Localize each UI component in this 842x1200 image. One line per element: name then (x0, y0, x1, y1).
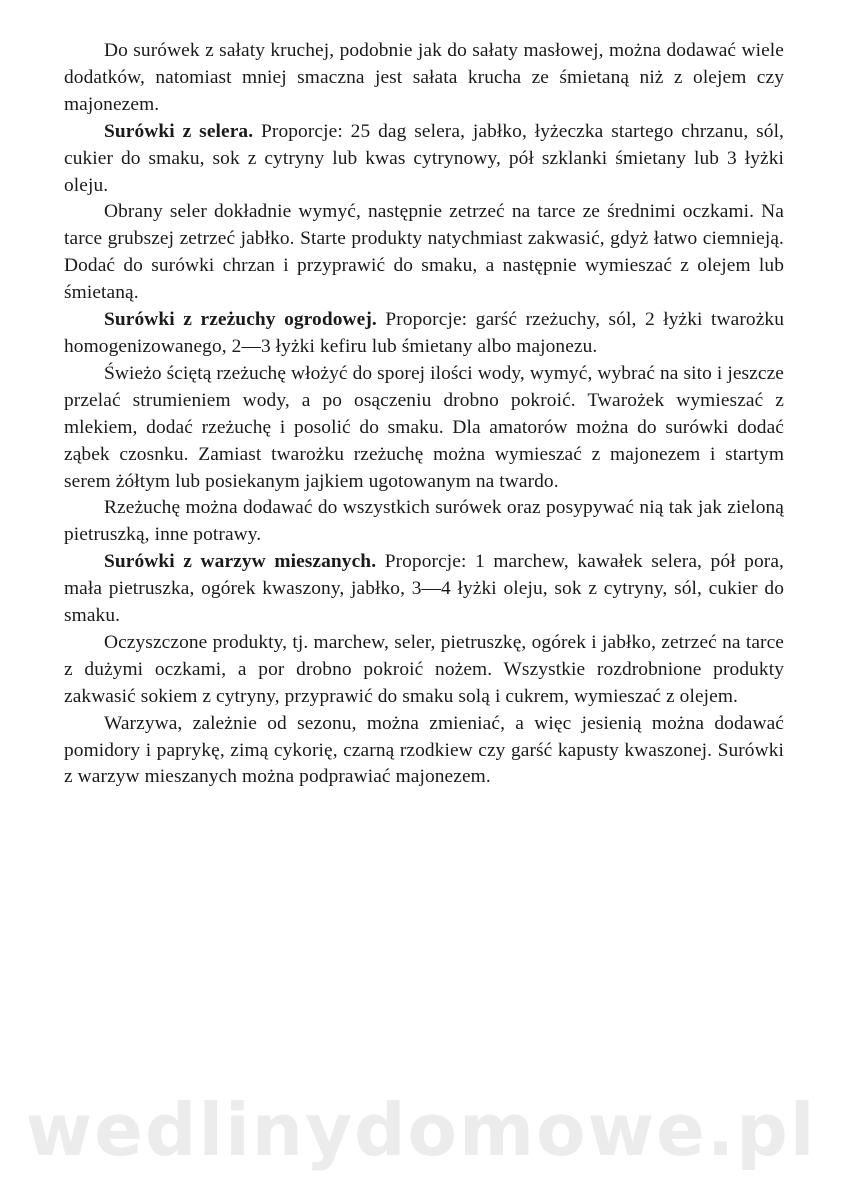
paragraph-mixed-recipe (64, 549, 784, 630)
paragraph-text: Proporcje: 25 dag selera, jabłko, łyżeczka startego chrzanu, sól, cukier do smaku, sok z cytryny lub kwas cytrynowy, pół szklanki śmietany lub 3 łyżki oleju. (64, 120, 785, 196)
paragraph-mixed-method (64, 630, 784, 711)
recipe-heading: Surówki z warzyw mieszanych. (104, 551, 377, 573)
paragraph-mixed-note (64, 711, 784, 792)
paragraph-cress-recipe (64, 307, 784, 361)
paragraph-text: Proporcje: 1 marchew, kawałek selera, pół pora, mała pietruszka, ogórek kwaszony, jabłko, 3—4 łyżki oleju, sok z cytryny, sól, cukier do smaku. (64, 551, 784, 627)
paragraph-cress-note (64, 495, 784, 549)
paragraph-cress-method (64, 361, 784, 496)
watermark: wedlinydomowe.pl (25, 1088, 817, 1172)
recipe-heading: Surówki z rzeżuchy ogrodowej. (104, 309, 377, 331)
paragraph-text: Warzywa, zależnie od sezonu, można zmieniać, a więc jesienią można dodawać pomidory i paprykę, zimą cykorię, czarną rzodkiew czy garść kapusty kwaszonej. Surówki z warzyw mieszanych można podprawiać majonezem. (64, 712, 784, 788)
paragraph-text: Świeżo ściętą rzeżuchę włożyć do sporej ilości wody, wymyć, wybrać na sito i jeszcze przelać strumieniem wody, a po osączeniu drobno pokroić. Twarożek wymieszać z mlekiem, dodać rzeżuchę i posolić do smaku. Dla amatorów można do surówki dodać ząbek czosnku. Zamiast twarożku rzeżuchę można wymieszać z majonezem i startym serem żółtym lub posiekanym jajkiem ugotowanym na twardo. (64, 362, 784, 492)
paragraph-celery-method (64, 199, 784, 307)
page-body (64, 38, 784, 791)
paragraph-text: Obrany seler dokładnie wymyć, następnie zetrzeć na tarce ze średnimi oczkami. Na tarce grubszej zetrzeć jabłko. Starte produkty natychmiast zakwasić, gdyż łatwo ciemnieją. Dodać do surówki chrzan i przyprawić do smaku, a następnie wymieszać z olejem lub śmietaną. (64, 201, 784, 304)
paragraph-intro (64, 38, 784, 119)
paragraph-text: Do surówek z sałaty kruchej, podobnie jak do sałaty masłowej, można dodawać wiele dodatków, natomiast mniej smaczna jest sałata krucha ze śmietaną niż z olejem czy majonezem. (64, 40, 784, 115)
recipe-heading: Surówki z selera. (104, 120, 254, 142)
paragraph-text: Proporcje: garść rzeżuchy, sól, 2 łyżki twarożku homogenizowanego, 2—3 łyżki kefiru lub śmietany albo majonezu. (64, 309, 784, 357)
paragraph-text: Rzeżuchę można dodawać do wszystkich surówek oraz posypywać nią tak jak zieloną pietruszką, inne potrawy. (64, 497, 784, 546)
paragraph-celery-recipe (64, 119, 784, 200)
paragraph-text: Oczyszczone produkty, tj. marchew, seler, pietruszkę, ogórek i jabłko, zetrzeć na tarce z dużymi oczkami, a por drobno pokroić nożem. Wszystkie rozdrobnione produkty zakwasić sokiem z cytryny, przyprawić do smaku solą i cukrem, wymieszać z olejem. (64, 631, 784, 707)
